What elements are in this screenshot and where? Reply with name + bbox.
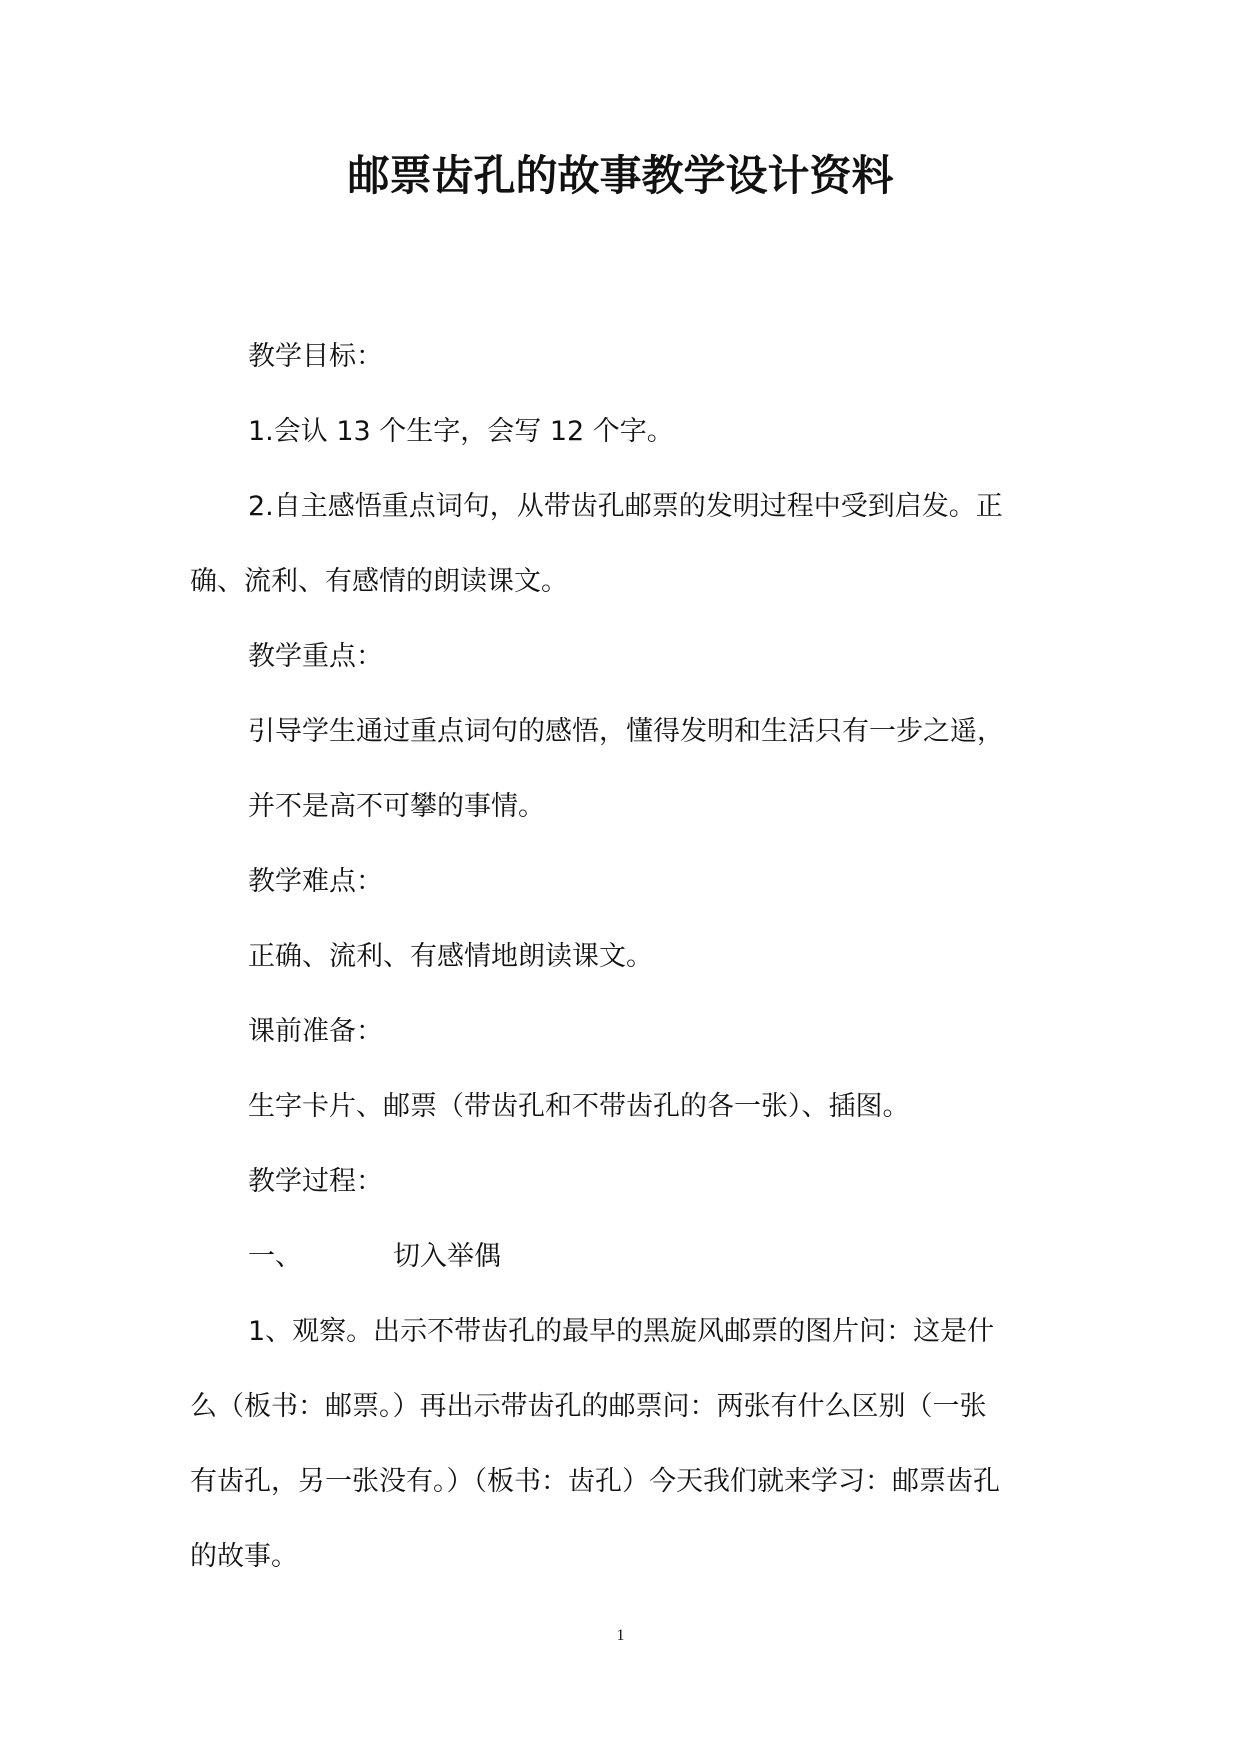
section-title: 切入举偶 <box>393 1241 501 1272</box>
goal-item-2-line-2: 确、流利、有感情的朗读课文。 <box>190 566 568 597</box>
key-point-line-1: 引导学生通过重点词句的感悟，懂得发明和生活只有一步之遥， <box>248 716 1004 747</box>
prep-heading: 课前准备： <box>248 1016 383 1047</box>
observation-line-1: 1、观察。出示不带齿孔的最早的黑旋风邮票的图片问：这是什 <box>248 1316 995 1347</box>
observation-line-4: 的故事。 <box>190 1541 298 1572</box>
key-point-line-2: 并不是高不可攀的事情。 <box>248 791 545 822</box>
goal-item-1: 1.会认 13 个生字，会写 12 个字。 <box>248 416 674 447</box>
process-heading: 教学过程： <box>248 1166 383 1197</box>
document-title: 邮票齿孔的故事教学设计资料 <box>347 151 894 200</box>
observation-line-3: 有齿孔，另一张没有。）（板书：齿孔）今天我们就来学习：邮票齿孔 <box>190 1466 1000 1497</box>
goal-item-2-line-1: 2.自主感悟重点词句，从带齿孔邮票的发明过程中受到启发。正 <box>248 491 1003 522</box>
page-number: 1 <box>616 1627 625 1644</box>
observation-line-2: 么（板书：邮票。）再出示带齿孔的邮票问：两张有什么区别（一张 <box>190 1391 987 1422</box>
section-number: 一、 <box>248 1241 302 1272</box>
key-heading: 教学重点： <box>248 641 383 672</box>
difficulty-heading: 教学难点： <box>248 866 383 897</box>
prep-text: 生字卡片、邮票（带齿孔和不带齿孔的各一张）、插图。 <box>248 1091 910 1122</box>
goal-heading: 教学目标： <box>248 341 383 372</box>
difficulty-text: 正确、流利、有感情地朗读课文。 <box>248 941 653 972</box>
